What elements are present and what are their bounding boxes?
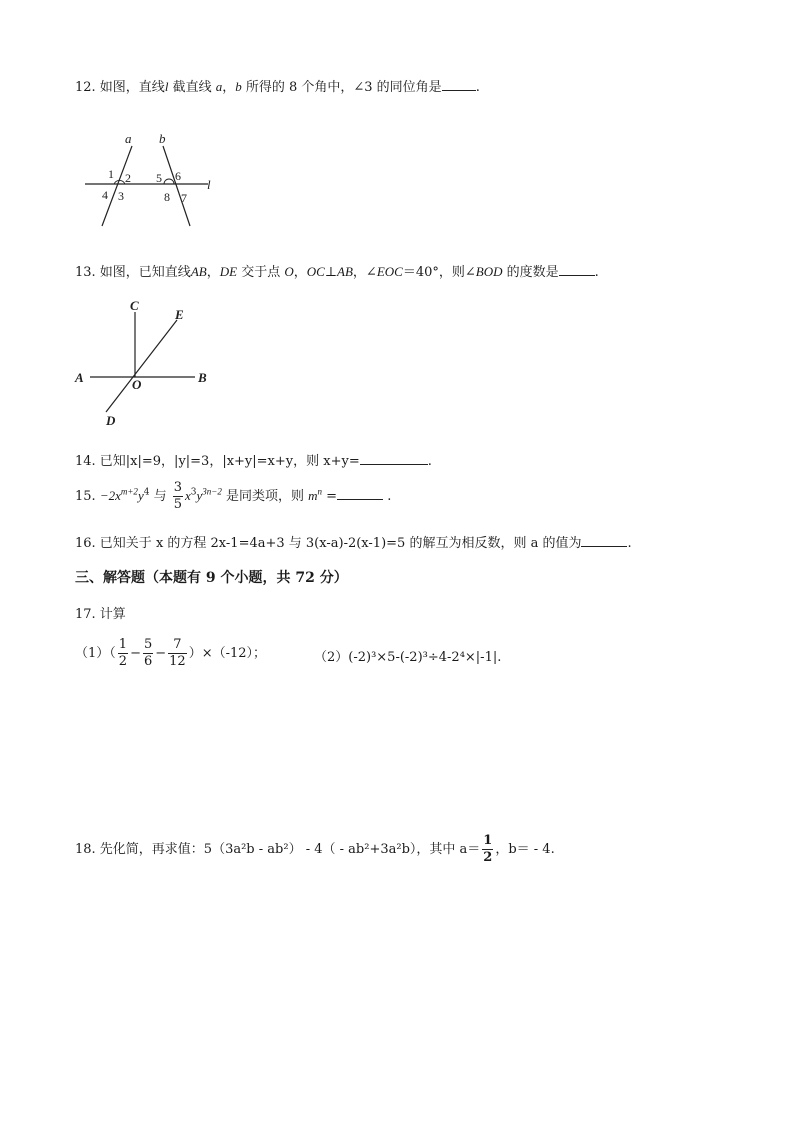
section-heading: 三、解答题（本题有 9 个小题，共 72 分） bbox=[75, 570, 348, 586]
label-4: 4 bbox=[102, 188, 108, 202]
q16-text: 16. 已知关于 x 的方程 2x-1=4a+3 与 3(x-a)-2(x-1)=5 的解互为相反数，则 a 的值为 . bbox=[75, 532, 632, 551]
label-a: a bbox=[125, 131, 132, 146]
label-2: 2 bbox=[125, 171, 131, 185]
q13-text: 13. 如图，已知直线AB，DE 交于点 O，OC⊥AB，∠EOC＝40°，则∠BOD 的度数是 . bbox=[75, 264, 599, 280]
q12-figure bbox=[80, 128, 230, 228]
answer-blank[interactable] bbox=[581, 533, 627, 547]
q17-part1: （1）（ $\frac{1}{2}$ − $\frac{5}{6}$ − $\frac{7}{12}$ ）×（-12）； bbox=[75, 637, 267, 669]
label-6: 6 bbox=[175, 169, 181, 183]
q13-figure bbox=[70, 292, 220, 432]
q14-text: 14. 已知|x|=9，|y|=3，|x+y|=x+y，则 x+y= . bbox=[75, 450, 432, 469]
fraction-7-12: $\frac{7}{12}$ bbox=[169, 637, 186, 669]
label-l: l bbox=[207, 177, 211, 192]
label-5: 5 bbox=[156, 171, 162, 185]
fraction-1-2: $\frac{1}{2}$ bbox=[483, 833, 493, 865]
label-7: 7 bbox=[181, 191, 187, 205]
q12-text: 12. 如图，直线l 截直线 a，b 所得的 8 个角中，∠3 的同位角是 . bbox=[75, 79, 480, 95]
answer-blank[interactable] bbox=[360, 451, 428, 465]
fraction-1-2: $\frac{1}{2}$ bbox=[118, 637, 128, 669]
label-D: D bbox=[106, 413, 116, 428]
label-A: A bbox=[75, 370, 84, 385]
label-E: E bbox=[175, 307, 184, 322]
q17-part2: （2）(-2)³×5-(-2)³÷4-2⁴×|-1|. bbox=[314, 650, 502, 665]
answer-blank[interactable] bbox=[442, 77, 476, 91]
answer-blank[interactable] bbox=[559, 262, 595, 276]
q15-text: 15. $-2x^{m+2}y^4$ 与 $\frac{3}{5}$ $x^3y^{3n-2}$ 是同类项，则 $m^n$ = . bbox=[75, 480, 392, 512]
label-C: C bbox=[130, 298, 139, 313]
label-1: 1 bbox=[108, 167, 114, 181]
q18-text: 18. 先化简，再求值：5（3a²b - ab²） - 4（ - ab²+3a²b），其中 a＝ $\frac{1}{2}$ ，b＝ - 4. bbox=[75, 833, 555, 865]
fraction-3-5: $\frac{3}{5}$ bbox=[173, 480, 182, 512]
label-O: O bbox=[132, 377, 142, 392]
label-b: b bbox=[159, 131, 166, 146]
label-B: B bbox=[198, 370, 207, 385]
label-3: 3 bbox=[118, 189, 124, 203]
label-8: 8 bbox=[164, 190, 170, 204]
q17-title: 17. 计算 bbox=[75, 607, 126, 622]
fraction-5-6: $\frac{5}{6}$ bbox=[143, 637, 153, 669]
answer-blank[interactable] bbox=[337, 486, 383, 500]
